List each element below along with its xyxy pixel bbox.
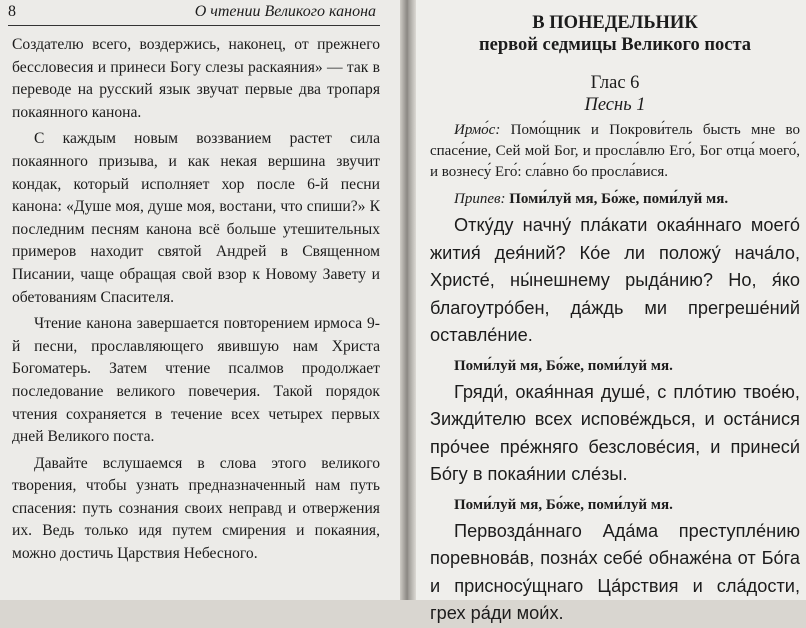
irmos	[430, 120, 800, 183]
ode-heading: Песнь 1	[584, 95, 646, 115]
left-body-text	[12, 34, 380, 570]
tone-heading: Глас 6	[590, 73, 640, 93]
header-rule	[8, 25, 380, 26]
paragraph: Давайте вслушаемся в слова этого великого творения, чтобы узнать предназначенный нам путь спасения: путь сознания своих неправд и отвержения их. Ведь только идя путем смирения и покаяния, можно достичь Царствия Небесного.	[12, 454, 380, 563]
pripev-label: Припев:	[454, 191, 506, 207]
refrain: Поми́луй мя, Бо́же, поми́луй мя.	[454, 357, 673, 374]
paragraph: Чтение канона завершается повторением ирмоса 9-й песни, прославляющего явившую нам Христа Богоматерь. Затем чтение псалмов продолжает последование великого повечерия. Такой порядок чтения сохраняется в течение всех четырех первых дней Великого поста.	[12, 315, 380, 446]
paragraph: С каждым новым воззванием растет сила покаянного призыва, и как некая вершина звучит кондак, который исполняет хор после 6-й песни канона: «Душе моя, душе моя, востани, что спиши?» К последним песням канона всё больше утешительных примеров находит святой Андрей в Священном Писании, чаще обращая свой взор к Новому Завету и обетованиям Спасителя.	[12, 130, 380, 306]
refrain-with-label	[430, 189, 800, 210]
paragraph: Создателю всего, воздержись, наконец, от прежнего бессловесия и принеси Богу слезы раскаяния» — так в переводе на русский язык звучат первые два тропаря покаянного канона.	[12, 36, 380, 121]
book-gutter	[400, 0, 416, 600]
troparion: Первозда́ннаго Ада́ма преступле́нию поревнова́в, позна́х себе́ обнаже́на от Бо́га и присносу́щнаго Ца́рствия и сла́дости, грех ра́ди мои́х.	[430, 520, 800, 623]
right-body	[430, 12, 800, 628]
refrain: Поми́луй мя, Бо́же, поми́луй мя.	[454, 496, 673, 513]
irmos-label: Ирмо́с:	[454, 122, 501, 138]
running-head	[8, 3, 380, 25]
irmos-text: Помо́щник и Покрови́тель бысть мне во спасе́ние, Сей мой Бог, и просла́влю Его́, Бог отца́ моего́, и вознесу́ Его́: сла́вно бо просла́вися.	[430, 122, 800, 180]
running-title: О чтении Великого канона	[194, 3, 376, 20]
right-page	[416, 0, 806, 623]
service-heading-line1: В ПОНЕДЕЛЬНИК	[532, 13, 698, 33]
troparion: Гряди́, окая́нная душе́, с пло́тию твое́ю, Зижди́телю всех испове́ждься, и оста́нися про́чее пре́жняго безслове́сия, и принеси́ Бо́гу в покая́нии сле́зы.	[430, 381, 800, 484]
left-page	[0, 0, 400, 600]
troparion: Отку́ду начну́ пла́кати окая́ннаго моего́ жития́ дея́ний? Ко́е ли положу́ нача́ло, Христе́, ны́нешнему рыда́нию? Но, я́ко благоутро́бен, да́ждь ми прегреше́ний оставле́ние.	[430, 215, 800, 345]
service-heading-line2: первой седмицы Великого поста	[478, 35, 752, 55]
refrain-text: Поми́луй мя, Бо́же, поми́луй мя.	[509, 191, 729, 207]
page-number: 8	[8, 3, 16, 20]
